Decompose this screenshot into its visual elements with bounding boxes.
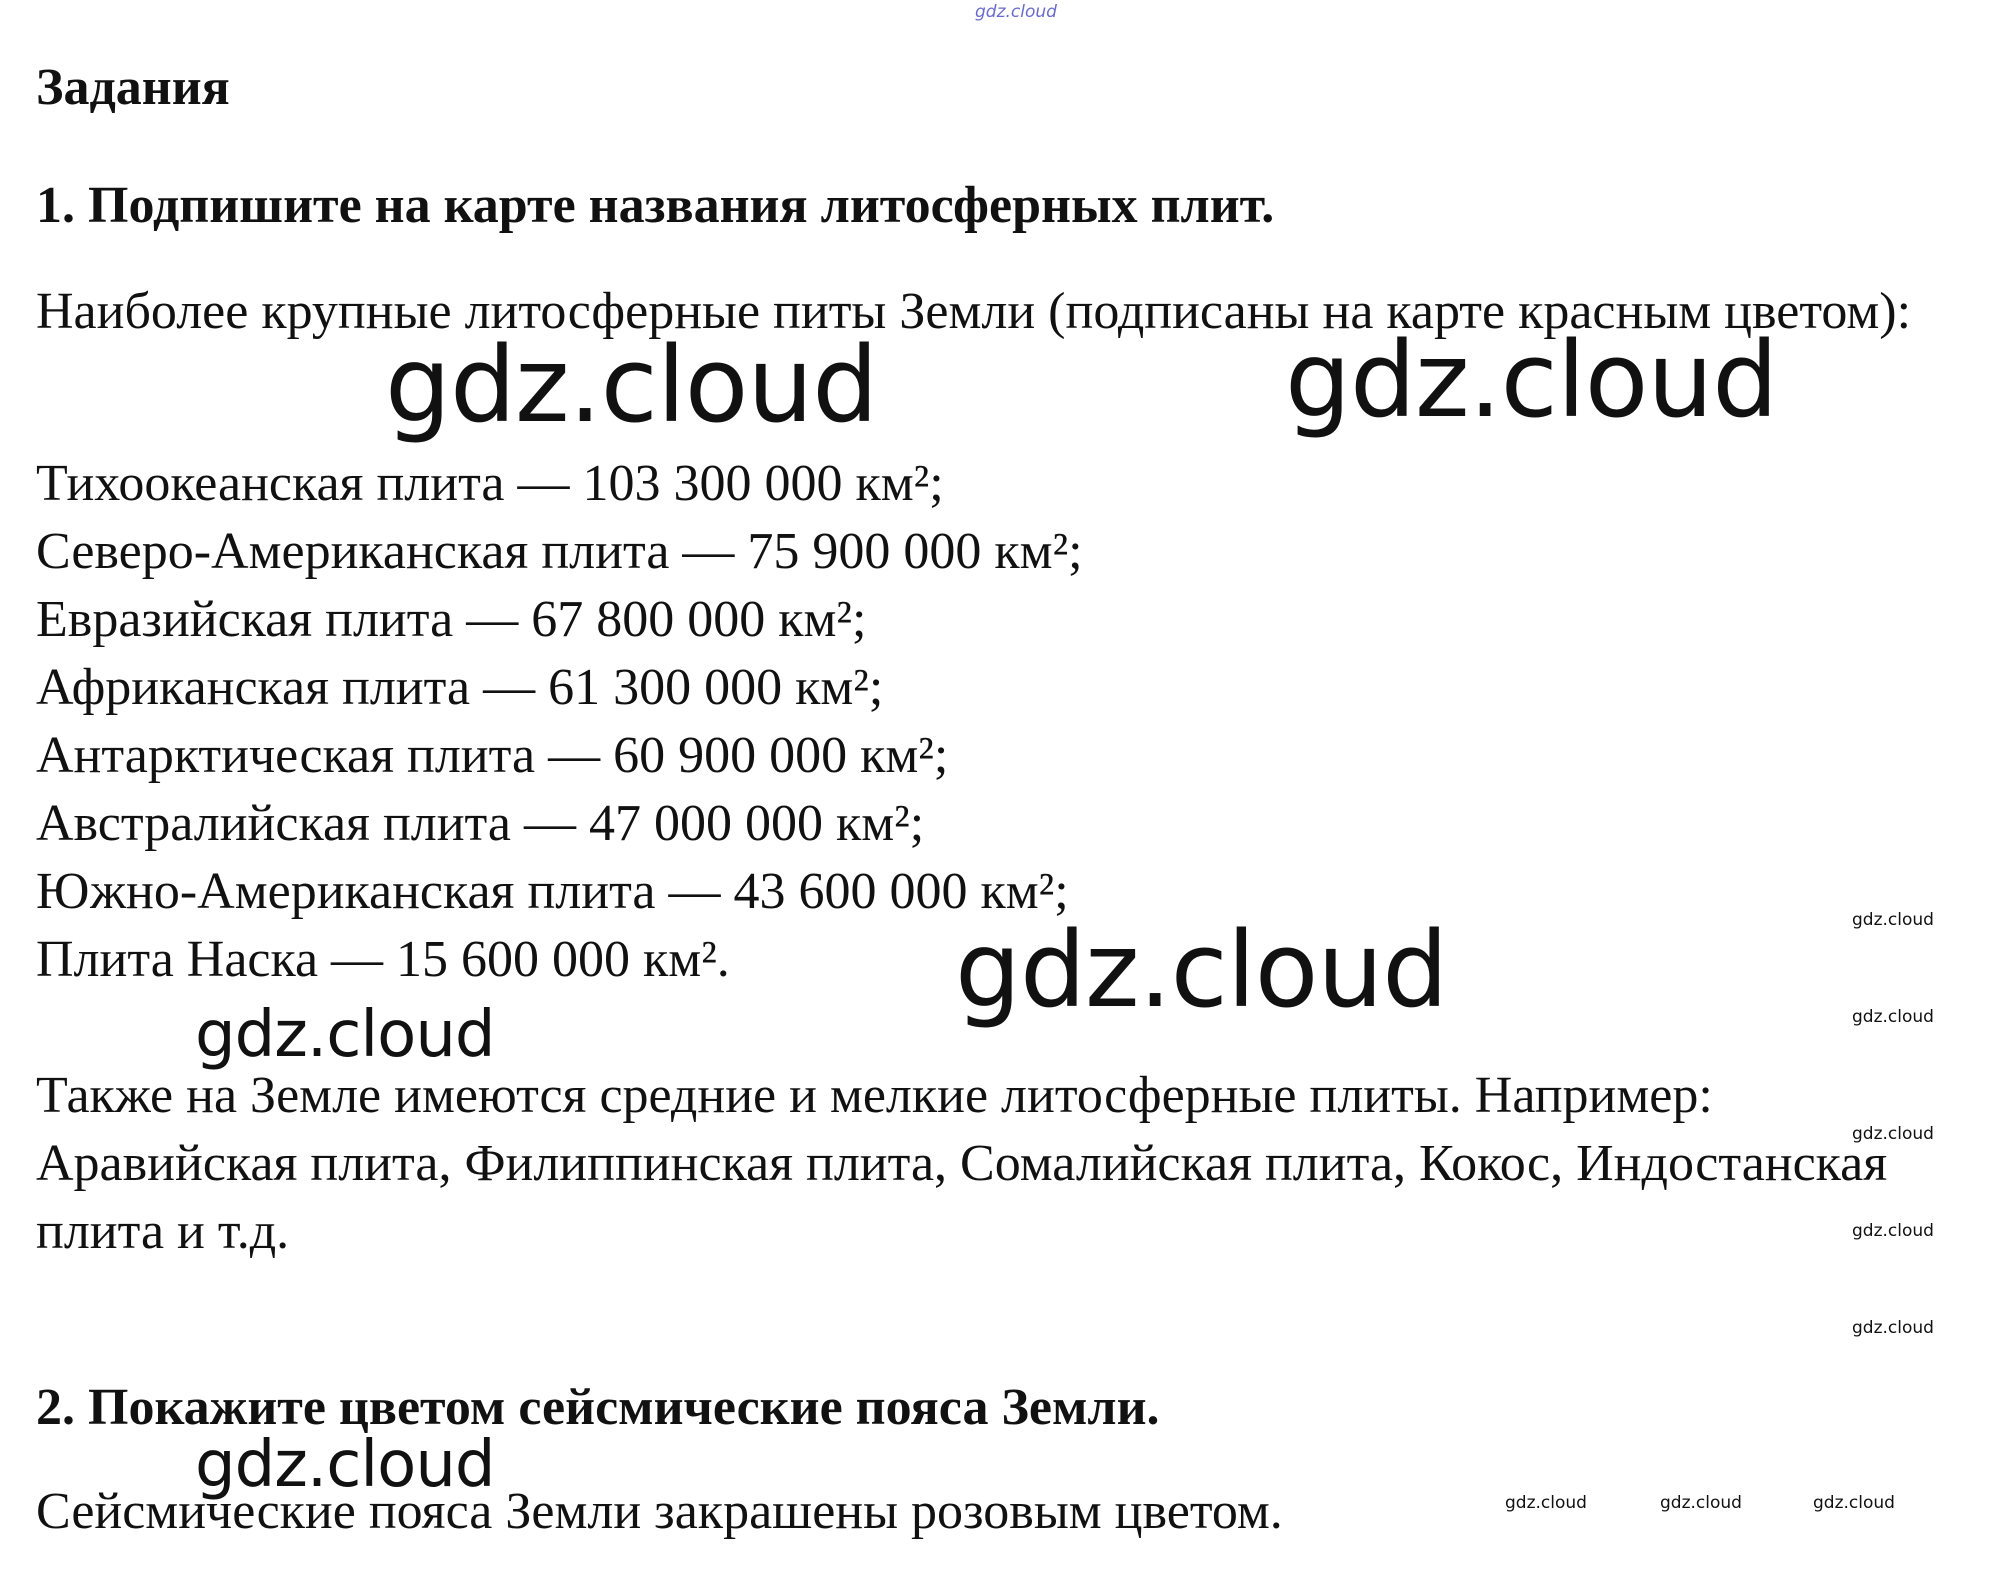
- list-item: Плита Наска — 15 600 000 км².: [36, 931, 730, 988]
- task1-intro: Наиболее крупные литосферные питы Земли (подписаны на карте красным цветом):: [36, 283, 1912, 340]
- watermark: gdz.cloud: [1852, 1221, 1934, 1241]
- watermark: gdz.cloud: [1852, 1124, 1934, 1144]
- task1-extra: Также на Земле имеются средние и мелкие литосферные плиты. Например: Аравийская плита, Филиппинская плита, Сомалийская плита, Кокос, Индостанская плита и т.д.: [36, 1067, 1888, 1260]
- watermark: gdz.cloud: [1852, 1318, 1934, 1338]
- task2-heading: 2. Покажите цветом сейсмические пояса Земли.: [36, 1379, 1160, 1436]
- watermark: gdz.cloud: [1285, 319, 1778, 441]
- watermark: gdz.cloud: [1813, 1493, 1895, 1513]
- list-item: Южно-Американская плита — 43 600 000 км²;: [36, 863, 1069, 920]
- plates-list: [36, 450, 1083, 994]
- watermark-top: gdz.cloud: [975, 2, 1057, 22]
- task2-answer: Сейсмические пояса Земли закрашены розовым цветом.: [36, 1483, 1283, 1540]
- watermark: gdz.cloud: [195, 1428, 495, 1502]
- section-title: Задания: [36, 59, 230, 116]
- list-item: Австралийская плита — 47 000 000 км²;: [36, 795, 925, 852]
- list-item: Евразийская плита — 67 800 000 км²;: [36, 591, 867, 648]
- watermark: gdz.cloud: [1852, 1007, 1934, 1027]
- list-item: Северо-Американская плита — 75 900 000 км²;: [36, 523, 1083, 580]
- task1-heading: 1. Подпишите на карте названия литосферных плит.: [36, 177, 1275, 234]
- list-item: Африканская плита — 61 300 000 км²;: [36, 659, 884, 716]
- watermark: gdz.cloud: [1852, 910, 1934, 930]
- watermark: gdz.cloud: [1505, 1493, 1587, 1513]
- watermark: gdz.cloud: [1660, 1493, 1742, 1513]
- list-item: Тихоокеанская плита — 103 300 000 км²;: [36, 455, 944, 512]
- list-item: Антарктическая плита — 60 900 000 км²;: [36, 727, 949, 784]
- watermark: gdz.cloud: [195, 998, 495, 1072]
- watermark: gdz.cloud: [955, 909, 1448, 1031]
- watermark: gdz.cloud: [385, 324, 878, 446]
